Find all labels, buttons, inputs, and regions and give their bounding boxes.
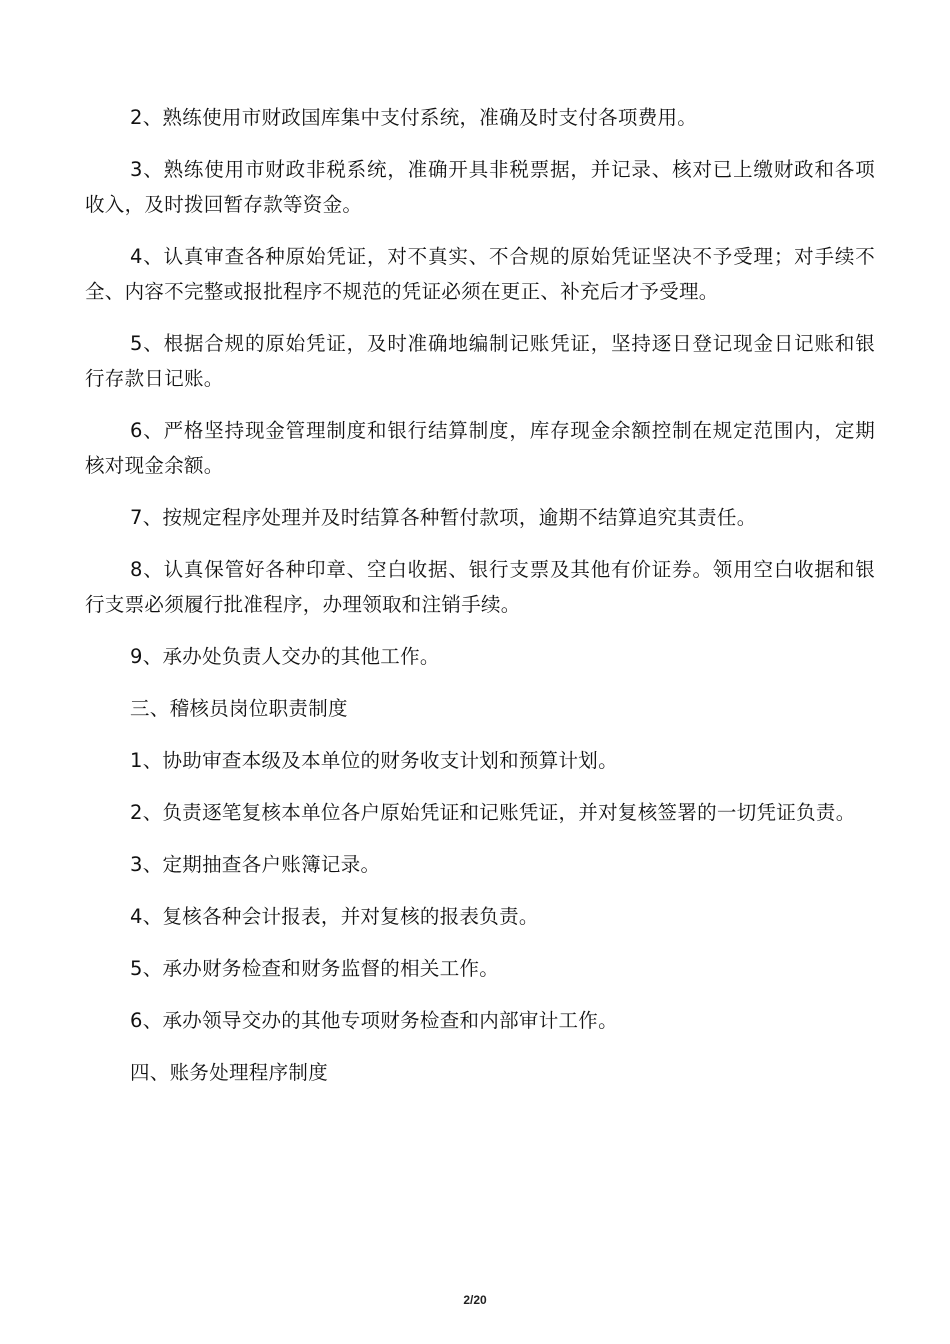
paragraph-audit-1: 1、协助审查本级及本单位的财务收支计划和预算计划。 xyxy=(130,749,618,772)
section-heading-auditor: 三、稽核员岗位职责制度 xyxy=(130,697,348,720)
section-heading-accounting-procedure: 四、账务处理程序制度 xyxy=(130,1061,329,1084)
paragraph-audit-4: 4、复核各种会计报表，并对复核的报表负责。 xyxy=(130,905,539,928)
paragraph-item-4-review-vouchers: 4、认真审查各种原始凭证，对不真实、不合规的原始凭证坚决不予受理；对手续不全、内容不完整或报批程序不规范的凭证必须在更正、补充后才予受理。 xyxy=(85,245,875,303)
paragraph-audit-6: 6、承办领导交办的其他专项财务检查和内部审计工作。 xyxy=(130,1009,618,1032)
paragraph-item-5-bookkeeping: 5、根据合规的原始凭证，及时准确地编制记账凭证，坚持逐日登记现金日记账和银行存款日记账。 xyxy=(85,332,875,390)
paragraph-audit-2: 2、负责逐笔复核本单位各户原始凭证和记账凭证，并对复核签署的一切凭证负责。 xyxy=(130,801,856,824)
paragraph-item-3-nontax: 3、熟练使用市财政非税系统，准确开具非税票据，并记录、核对已上缴财政和各项收入，及时拨回暂存款等资金。 xyxy=(85,158,875,216)
paragraph-audit-5: 5、承办财务检查和财务监督的相关工作。 xyxy=(130,957,500,980)
paragraph-item-2-payment: 2、熟练使用市财政国库集中支付系统，准确及时支付各项费用。 xyxy=(130,106,698,129)
paragraph-item-9-other: 9、承办处负责人交办的其他工作。 xyxy=(130,645,440,668)
page-number: 2/20 xyxy=(463,1293,487,1307)
document-body xyxy=(85,100,875,1107)
paragraph-item-7-advances: 7、按规定程序处理并及时结算各种暂付款项，逾期不结算追究其责任。 xyxy=(130,506,757,529)
paragraph-item-6-cash-management: 6、严格坚持现金管理制度和银行结算制度，库存现金余额控制在规定范围内，定期核对现金余额。 xyxy=(85,419,875,477)
paragraph-audit-3: 3、定期抽查各户账簿记录。 xyxy=(130,853,381,876)
paragraph-item-8-custody: 8、认真保管好各种印章、空白收据、银行支票及其他有价证券。领用空白收据和银行支票必须履行批准程序，办理领取和注销手续。 xyxy=(85,558,875,616)
